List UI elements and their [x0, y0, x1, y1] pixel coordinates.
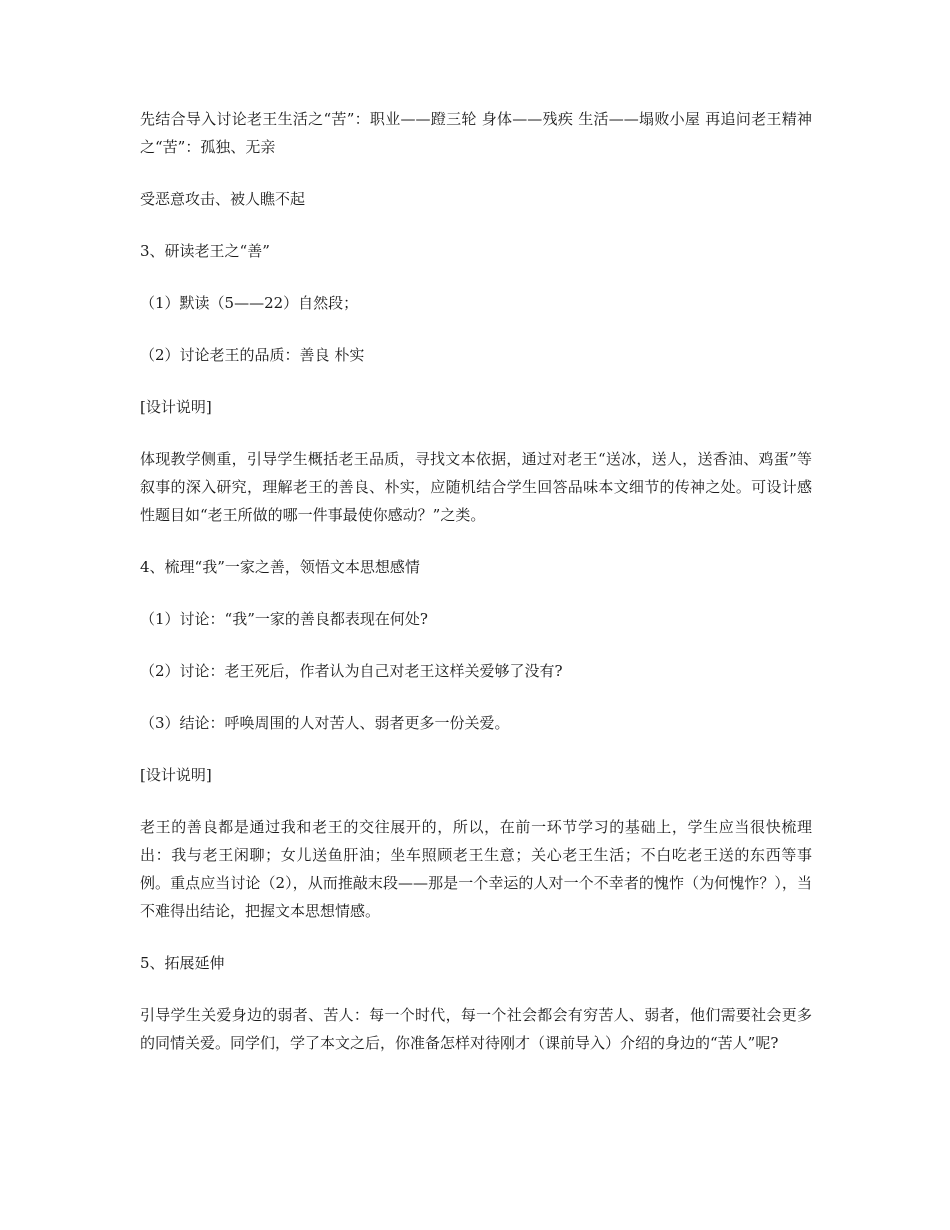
design-note-label: [设计说明] [140, 398, 212, 416]
discussion-item-2: （2）讨论：老王死后，作者认为自己对老王这样关爱够了没有? [140, 662, 563, 680]
intro-paragraph: 先结合导入讨论老王生活之“苦”：职业——蹬三轮 身体——残疾 生活——塌败小屋 再追问老王精神之“苦”：孤独、无亲 [140, 110, 812, 156]
document-page [140, 105, 812, 1081]
conclusion-item-3: （3）结论：呼唤周围的人对苦人、弱者更多一份关爱。 [140, 714, 510, 732]
design-note-label: [设计说明] [140, 766, 212, 784]
step-item-2: （2）讨论老王的品质：善良 朴实 [140, 346, 365, 364]
design-note-paragraph: 体现教学侧重，引导学生概括老王品质，寻找文本依据，通过对老王“送冰，送人，送香油、鸡蛋”等叙事的深入研究，理解老王的善良、朴实，应随机结合学生回答品味本文细节的传神之处。可设计感性题目如“老王所做的哪一件事最使你感动？”之类。 [140, 450, 812, 524]
extension-paragraph: 引导学生关爱身边的弱者、苦人：每一个时代，每一个社会都会有穷苦人、弱者，他们需要社会更多的同情关爱。同学们，学了本文之后，你准备怎样对待刚才（课前导入）介绍的身边的“苦人”呢? [140, 1006, 812, 1052]
section-heading-5: 5、拓展延伸 [140, 954, 225, 972]
section-heading-3: 3、研读老王之“善” [140, 242, 270, 260]
design-note-paragraph: 老王的善良都是通过我和老王的交往展开的，所以，在前一环节学习的基础上，学生应当很快梳理出：我与老王闲聊；女儿送鱼肝油；坐车照顾老王生意；关心老王生活；不白吃老王送的东西等事例。重点应当讨论（2），从而推敲末段——那是一个幸运的人对一个不幸者的愧怍（为何愧怍？），当不难得出结论，把握文本思想情感。 [140, 818, 812, 920]
intro-paragraph-continued: 受恶意攻击、被人瞧不起 [140, 190, 306, 208]
step-item-1: （1）默读（5——22）自然段； [140, 294, 359, 312]
discussion-item-1: （1）讨论：“我”一家的善良都表现在何处? [140, 610, 428, 628]
section-heading-4: 4、梳理“我”一家之善，领悟文本思想感情 [140, 558, 420, 576]
